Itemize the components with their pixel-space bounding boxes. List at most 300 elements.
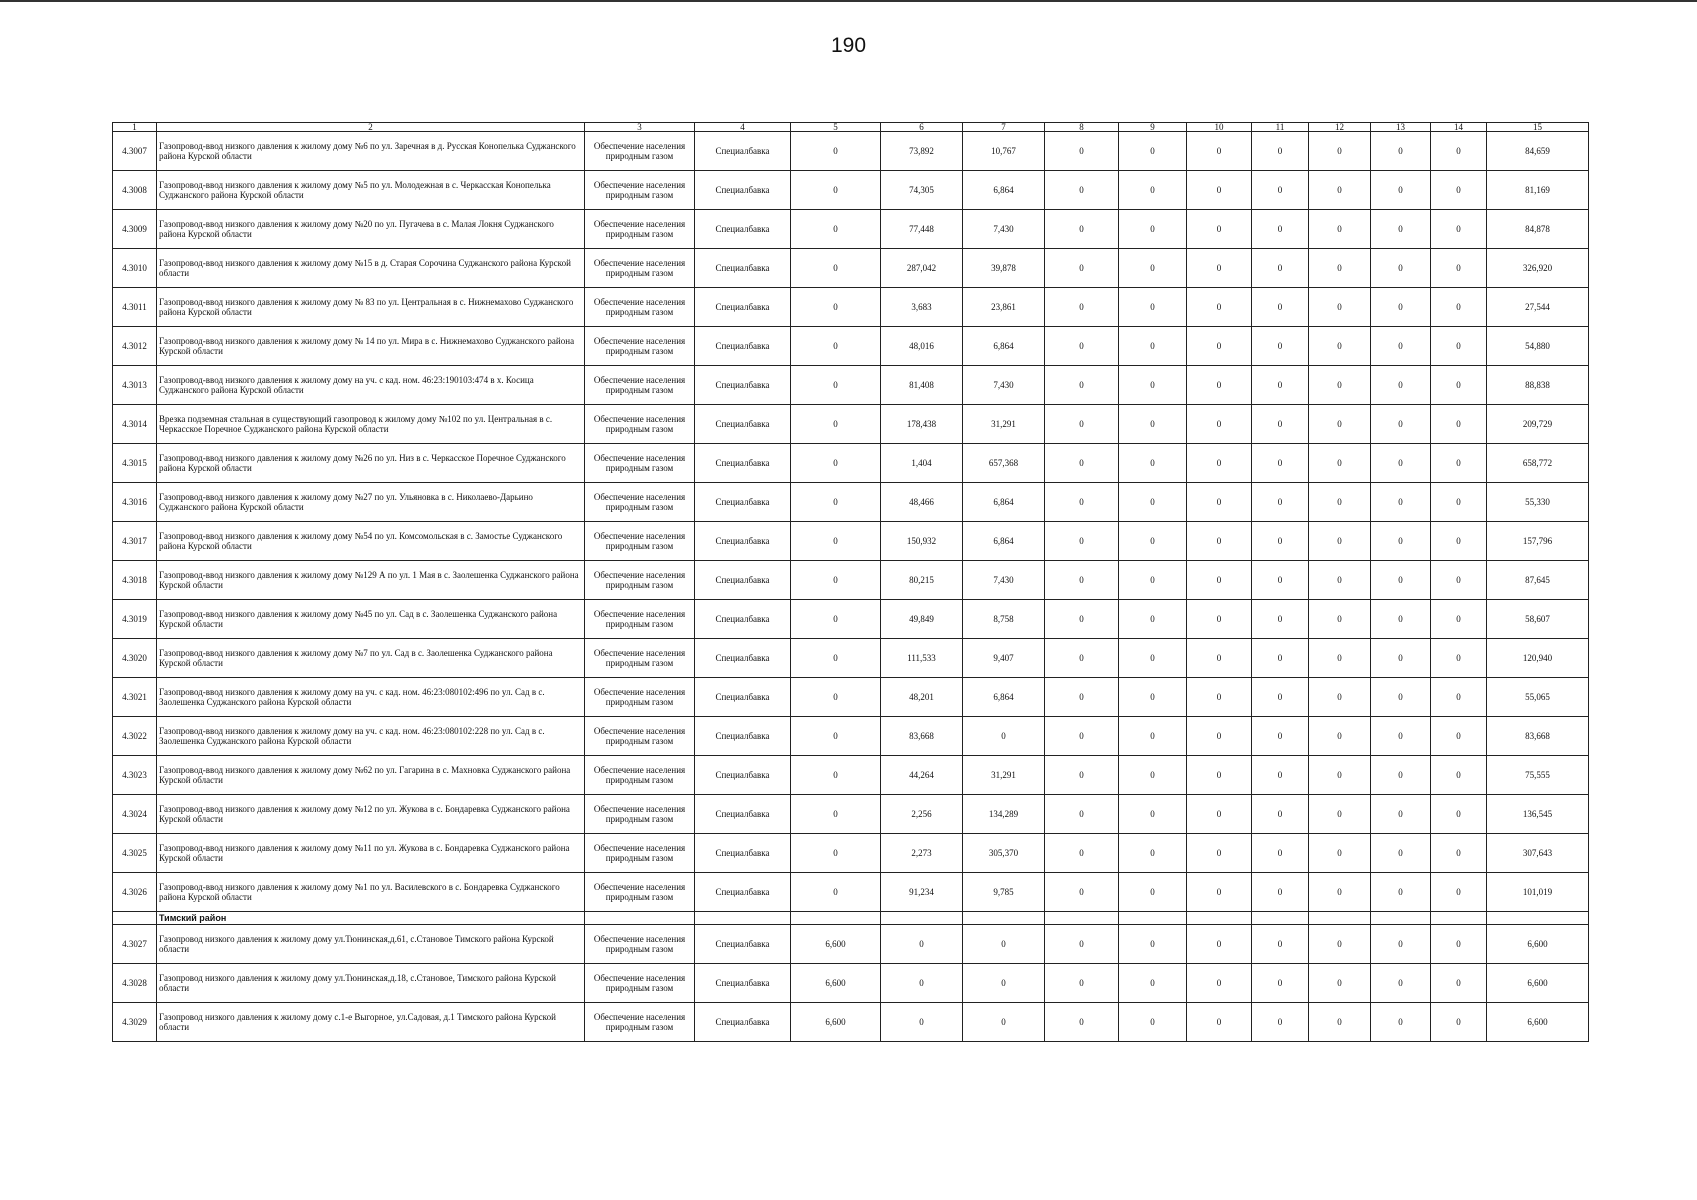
value-col-9: 0 (1119, 366, 1187, 405)
purpose: Обеспечение населения природным газом (585, 964, 695, 1003)
value-col-13: 0 (1371, 249, 1431, 288)
table-row (113, 1003, 1589, 1042)
value-col-13: 0 (1371, 210, 1431, 249)
value-col-7: 0 (963, 925, 1045, 964)
value-col-7: 39,878 (963, 249, 1045, 288)
funding-source: Специалбавка (695, 717, 791, 756)
value-col-7: 7,430 (963, 210, 1045, 249)
value-col-5: 0 (791, 561, 881, 600)
value-col-5: 0 (791, 717, 881, 756)
row-id: 4.3026 (113, 873, 157, 912)
value-col-9: 0 (1119, 873, 1187, 912)
funding-source: Специалбавка (695, 834, 791, 873)
value-col-11: 0 (1252, 873, 1309, 912)
value-col-8: 0 (1045, 483, 1119, 522)
total-value: 307,643 (1487, 834, 1589, 873)
value-col-14: 0 (1431, 964, 1487, 1003)
object-name: Врезка подземная стальная в существующий газопровод к жилому дому №102 по ул. Центральная в с. Черкасское Поречное Суджанского района Курской области (157, 405, 585, 444)
purpose: Обеспечение населения природным газом (585, 210, 695, 249)
column-number-6: 6 (881, 123, 963, 132)
value-col-5: 6,600 (791, 1003, 881, 1042)
object-name: Газопровод низкого давления к жилому дому ул.Тюнинская,д.18, с.Становое, Тимского района Курской области (157, 964, 585, 1003)
purpose: Обеспечение населения природным газом (585, 483, 695, 522)
section-filler-cell (1045, 912, 1119, 925)
table-row (113, 600, 1589, 639)
funding-source: Специалбавка (695, 288, 791, 327)
funding-source: Специалбавка (695, 210, 791, 249)
value-col-13: 0 (1371, 1003, 1431, 1042)
value-col-14: 0 (1431, 600, 1487, 639)
value-col-14: 0 (1431, 1003, 1487, 1042)
purpose: Обеспечение населения природным газом (585, 522, 695, 561)
value-col-12: 0 (1309, 171, 1371, 210)
value-col-13: 0 (1371, 873, 1431, 912)
row-id: 4.3029 (113, 1003, 157, 1042)
value-col-10: 0 (1187, 366, 1252, 405)
value-col-6: 44,264 (881, 756, 963, 795)
value-col-12: 0 (1309, 483, 1371, 522)
value-col-8: 0 (1045, 795, 1119, 834)
value-col-12: 0 (1309, 925, 1371, 964)
section-filler-cell (1252, 912, 1309, 925)
value-col-9: 0 (1119, 834, 1187, 873)
row-id: 4.3007 (113, 132, 157, 171)
total-value: 120,940 (1487, 639, 1589, 678)
table-row (113, 678, 1589, 717)
value-col-14: 0 (1431, 873, 1487, 912)
value-col-12: 0 (1309, 964, 1371, 1003)
value-col-5: 0 (791, 483, 881, 522)
total-value: 27,544 (1487, 288, 1589, 327)
row-id: 4.3018 (113, 561, 157, 600)
value-col-14: 0 (1431, 483, 1487, 522)
value-col-7: 0 (963, 1003, 1045, 1042)
value-col-9: 0 (1119, 756, 1187, 795)
value-col-9: 0 (1119, 249, 1187, 288)
value-col-11: 0 (1252, 288, 1309, 327)
object-name: Газопровод-ввод низкого давления к жилому дому №54 по ул. Комсомольская в с. Замостье Суджанского района Курской области (157, 522, 585, 561)
value-col-13: 0 (1371, 717, 1431, 756)
value-col-10: 0 (1187, 522, 1252, 561)
value-col-8: 0 (1045, 873, 1119, 912)
value-col-13: 0 (1371, 756, 1431, 795)
value-col-12: 0 (1309, 132, 1371, 171)
value-col-13: 0 (1371, 834, 1431, 873)
column-number-15: 15 (1487, 123, 1589, 132)
value-col-11: 0 (1252, 249, 1309, 288)
value-col-8: 0 (1045, 678, 1119, 717)
section-filler-cell (585, 912, 695, 925)
purpose: Обеспечение населения природным газом (585, 288, 695, 327)
scan-edge (0, 0, 1697, 2)
object-name: Газопровод-ввод низкого давления к жилому дому №12 по ул. Жукова в с. Бондаревка Суджанского района Курской области (157, 795, 585, 834)
funding-source: Специалбавка (695, 600, 791, 639)
total-value: 157,796 (1487, 522, 1589, 561)
column-number-5: 5 (791, 123, 881, 132)
purpose: Обеспечение населения природным газом (585, 925, 695, 964)
value-col-9: 0 (1119, 444, 1187, 483)
value-col-11: 0 (1252, 561, 1309, 600)
total-value: 326,920 (1487, 249, 1589, 288)
value-col-14: 0 (1431, 444, 1487, 483)
total-value: 209,729 (1487, 405, 1589, 444)
value-col-12: 0 (1309, 834, 1371, 873)
value-col-5: 0 (791, 405, 881, 444)
value-col-7: 6,864 (963, 171, 1045, 210)
value-col-9: 0 (1119, 964, 1187, 1003)
table-row (113, 795, 1589, 834)
value-col-10: 0 (1187, 171, 1252, 210)
value-col-9: 0 (1119, 483, 1187, 522)
section-filler-cell (1187, 912, 1252, 925)
table-row (113, 405, 1589, 444)
funding-source: Специалбавка (695, 756, 791, 795)
funding-source: Специалбавка (695, 327, 791, 366)
value-col-6: 81,408 (881, 366, 963, 405)
value-col-11: 0 (1252, 483, 1309, 522)
value-col-8: 0 (1045, 964, 1119, 1003)
value-col-8: 0 (1045, 444, 1119, 483)
value-col-10: 0 (1187, 210, 1252, 249)
value-col-5: 0 (791, 366, 881, 405)
value-col-12: 0 (1309, 873, 1371, 912)
value-col-7: 10,767 (963, 132, 1045, 171)
value-col-7: 0 (963, 717, 1045, 756)
funding-source: Специалбавка (695, 925, 791, 964)
value-col-8: 0 (1045, 249, 1119, 288)
table-row (113, 288, 1589, 327)
value-col-12: 0 (1309, 561, 1371, 600)
value-col-10: 0 (1187, 288, 1252, 327)
object-name: Газопровод-ввод низкого давления к жилому дому на уч. с кад. ном. 46:23:190103:474 в х. Косица Суджанского района Курской области (157, 366, 585, 405)
section-filler-cell (1309, 912, 1371, 925)
funding-source: Специалбавка (695, 561, 791, 600)
row-id: 4.3024 (113, 795, 157, 834)
purpose: Обеспечение населения природным газом (585, 1003, 695, 1042)
funding-source: Специалбавка (695, 483, 791, 522)
value-col-5: 6,600 (791, 925, 881, 964)
value-col-14: 0 (1431, 210, 1487, 249)
value-col-5: 0 (791, 522, 881, 561)
funding-source: Специалбавка (695, 405, 791, 444)
purpose: Обеспечение населения природным газом (585, 249, 695, 288)
object-name: Газопровод-ввод низкого давления к жилому дому №5 по ул. Молодежная в с. Черкасская Конопелька Суджанского района Курской области (157, 171, 585, 210)
table-row (113, 366, 1589, 405)
object-name: Газопровод-ввод низкого давления к жилому дому № 14 по ул. Мира в с. Нижнемахово Суджанского района Курской области (157, 327, 585, 366)
value-col-9: 0 (1119, 925, 1187, 964)
column-number-4: 4 (695, 123, 791, 132)
value-col-14: 0 (1431, 132, 1487, 171)
value-col-6: 74,305 (881, 171, 963, 210)
value-col-8: 0 (1045, 925, 1119, 964)
value-col-11: 0 (1252, 210, 1309, 249)
value-col-5: 0 (791, 288, 881, 327)
value-col-10: 0 (1187, 561, 1252, 600)
object-name: Газопровод-ввод низкого давления к жилому дому на уч. с кад. ном. 46:23:080102:228 по ул. Сад в с. Заолешенка Суджанского района Курской области (157, 717, 585, 756)
value-col-5: 0 (791, 834, 881, 873)
section-filler-cell (1119, 912, 1187, 925)
table-row (113, 964, 1589, 1003)
value-col-5: 0 (791, 249, 881, 288)
value-col-7: 6,864 (963, 678, 1045, 717)
value-col-10: 0 (1187, 639, 1252, 678)
column-number-13: 13 (1371, 123, 1431, 132)
value-col-7: 9,785 (963, 873, 1045, 912)
value-col-5: 0 (791, 600, 881, 639)
value-col-8: 0 (1045, 366, 1119, 405)
table-body (113, 132, 1589, 1042)
total-value: 55,065 (1487, 678, 1589, 717)
value-col-14: 0 (1431, 366, 1487, 405)
value-col-11: 0 (1252, 444, 1309, 483)
value-col-10: 0 (1187, 444, 1252, 483)
row-id: 4.3017 (113, 522, 157, 561)
row-id: 4.3011 (113, 288, 157, 327)
value-col-11: 0 (1252, 171, 1309, 210)
value-col-11: 0 (1252, 678, 1309, 717)
value-col-9: 0 (1119, 171, 1187, 210)
value-col-11: 0 (1252, 522, 1309, 561)
row-id: 4.3014 (113, 405, 157, 444)
value-col-13: 0 (1371, 444, 1431, 483)
row-id: 4.3020 (113, 639, 157, 678)
column-number-8: 8 (1045, 123, 1119, 132)
value-col-10: 0 (1187, 834, 1252, 873)
value-col-6: 2,256 (881, 795, 963, 834)
section-filler-cell (791, 912, 881, 925)
value-col-12: 0 (1309, 288, 1371, 327)
section-filler-cell (1487, 912, 1589, 925)
total-value: 81,169 (1487, 171, 1589, 210)
value-col-5: 0 (791, 210, 881, 249)
value-col-11: 0 (1252, 756, 1309, 795)
value-col-9: 0 (1119, 561, 1187, 600)
value-col-8: 0 (1045, 132, 1119, 171)
value-col-8: 0 (1045, 561, 1119, 600)
row-id: 4.3021 (113, 678, 157, 717)
value-col-9: 0 (1119, 717, 1187, 756)
value-col-5: 0 (791, 678, 881, 717)
value-col-10: 0 (1187, 483, 1252, 522)
value-col-12: 0 (1309, 795, 1371, 834)
value-col-8: 0 (1045, 327, 1119, 366)
value-col-5: 0 (791, 639, 881, 678)
purpose: Обеспечение населения природным газом (585, 366, 695, 405)
value-col-13: 0 (1371, 405, 1431, 444)
value-col-14: 0 (1431, 717, 1487, 756)
value-col-13: 0 (1371, 678, 1431, 717)
object-name: Газопровод-ввод низкого давления к жилому дому №15 в д. Старая Сорочина Суджанского района Курской области (157, 249, 585, 288)
value-col-14: 0 (1431, 756, 1487, 795)
row-id: 4.3025 (113, 834, 157, 873)
object-name: Газопровод-ввод низкого давления к жилому дому №11 по ул. Жукова в с. Бондаревка Суджанского района Курской области (157, 834, 585, 873)
value-col-6: 3,683 (881, 288, 963, 327)
funding-source: Специалбавка (695, 444, 791, 483)
funding-source: Специалбавка (695, 639, 791, 678)
column-number-1: 1 (113, 123, 157, 132)
column-number-11: 11 (1252, 123, 1309, 132)
value-col-7: 8,758 (963, 600, 1045, 639)
total-value: 58,607 (1487, 600, 1589, 639)
value-col-14: 0 (1431, 249, 1487, 288)
value-col-7: 134,289 (963, 795, 1045, 834)
purpose: Обеспечение населения природным газом (585, 444, 695, 483)
object-name: Газопровод-ввод низкого давления к жилому дому №26 по ул. Низ в с. Черкасское Поречное Суджанского района Курской области (157, 444, 585, 483)
value-col-13: 0 (1371, 483, 1431, 522)
total-value: 54,880 (1487, 327, 1589, 366)
funding-source: Специалбавка (695, 132, 791, 171)
total-value: 136,545 (1487, 795, 1589, 834)
value-col-7: 7,430 (963, 366, 1045, 405)
value-col-10: 0 (1187, 873, 1252, 912)
column-number-2: 2 (157, 123, 585, 132)
value-col-9: 0 (1119, 678, 1187, 717)
purpose: Обеспечение населения природным газом (585, 171, 695, 210)
value-col-8: 0 (1045, 756, 1119, 795)
funding-source: Специалбавка (695, 678, 791, 717)
value-col-11: 0 (1252, 327, 1309, 366)
total-value: 101,019 (1487, 873, 1589, 912)
value-col-7: 6,864 (963, 483, 1045, 522)
value-col-10: 0 (1187, 925, 1252, 964)
value-col-14: 0 (1431, 639, 1487, 678)
value-col-13: 0 (1371, 522, 1431, 561)
object-name: Газопровод-ввод низкого давления к жилому дому №27 по ул. Ульяновка в с. Николаево-Дарьино Суджанского района Курской области (157, 483, 585, 522)
value-col-6: 48,201 (881, 678, 963, 717)
value-col-8: 0 (1045, 717, 1119, 756)
value-col-12: 0 (1309, 210, 1371, 249)
section-header-row (113, 912, 1589, 925)
value-col-6: 287,042 (881, 249, 963, 288)
value-col-12: 0 (1309, 600, 1371, 639)
value-col-11: 0 (1252, 834, 1309, 873)
purpose: Обеспечение населения природным газом (585, 678, 695, 717)
object-name: Газопровод-ввод низкого давления к жилому дому №62 по ул. Гагарина в с. Махновка Суджанского района Курской области (157, 756, 585, 795)
object-name: Газопровод-ввод низкого давления к жилому дому №7 по ул. Сад в с. Заолешенка Суджанского района Курской области (157, 639, 585, 678)
value-col-6: 83,668 (881, 717, 963, 756)
purpose: Обеспечение населения природным газом (585, 717, 695, 756)
program-table-wrapper (112, 122, 1588, 1042)
value-col-12: 0 (1309, 1003, 1371, 1042)
section-empty-cell (113, 912, 157, 925)
table-row (113, 834, 1589, 873)
column-number-row (113, 123, 1589, 132)
value-col-5: 0 (791, 873, 881, 912)
total-value: 87,645 (1487, 561, 1589, 600)
table-row (113, 249, 1589, 288)
funding-source: Специалбавка (695, 249, 791, 288)
total-value: 83,668 (1487, 717, 1589, 756)
value-col-11: 0 (1252, 717, 1309, 756)
value-col-9: 0 (1119, 327, 1187, 366)
table-row (113, 925, 1589, 964)
funding-source: Специалбавка (695, 1003, 791, 1042)
total-value: 55,330 (1487, 483, 1589, 522)
total-value: 6,600 (1487, 964, 1589, 1003)
value-col-10: 0 (1187, 405, 1252, 444)
table-row (113, 639, 1589, 678)
table-row (113, 522, 1589, 561)
value-col-13: 0 (1371, 366, 1431, 405)
value-col-11: 0 (1252, 1003, 1309, 1042)
value-col-7: 657,368 (963, 444, 1045, 483)
value-col-14: 0 (1431, 288, 1487, 327)
value-col-5: 0 (791, 327, 881, 366)
value-col-7: 9,407 (963, 639, 1045, 678)
purpose: Обеспечение населения природным газом (585, 132, 695, 171)
row-id: 4.3016 (113, 483, 157, 522)
value-col-5: 0 (791, 756, 881, 795)
value-col-10: 0 (1187, 678, 1252, 717)
purpose: Обеспечение населения природным газом (585, 834, 695, 873)
total-value: 88,838 (1487, 366, 1589, 405)
value-col-7: 7,430 (963, 561, 1045, 600)
value-col-13: 0 (1371, 925, 1431, 964)
value-col-9: 0 (1119, 210, 1187, 249)
value-col-10: 0 (1187, 132, 1252, 171)
section-filler-cell (881, 912, 963, 925)
table-row (113, 444, 1589, 483)
value-col-5: 0 (791, 171, 881, 210)
purpose: Обеспечение населения природным газом (585, 639, 695, 678)
object-name: Газопровод низкого давления к жилому дому с.1-е Выгорное, ул.Садовая, д.1 Тимского района Курской области (157, 1003, 585, 1042)
row-id: 4.3013 (113, 366, 157, 405)
value-col-11: 0 (1252, 366, 1309, 405)
value-col-6: 150,932 (881, 522, 963, 561)
value-col-9: 0 (1119, 132, 1187, 171)
purpose: Обеспечение населения природным газом (585, 600, 695, 639)
table-row (113, 132, 1589, 171)
table-row (113, 561, 1589, 600)
value-col-9: 0 (1119, 795, 1187, 834)
value-col-8: 0 (1045, 522, 1119, 561)
funding-source: Специалбавка (695, 964, 791, 1003)
column-number-10: 10 (1187, 123, 1252, 132)
object-name: Газопровод низкого давления к жилому дому ул.Тюнинская,д.61, с.Становое Тимского района Курской области (157, 925, 585, 964)
funding-source: Специалбавка (695, 366, 791, 405)
value-col-13: 0 (1371, 327, 1431, 366)
value-col-8: 0 (1045, 1003, 1119, 1042)
value-col-12: 0 (1309, 405, 1371, 444)
value-col-8: 0 (1045, 288, 1119, 327)
value-col-9: 0 (1119, 522, 1187, 561)
funding-source: Специалбавка (695, 873, 791, 912)
row-id: 4.3023 (113, 756, 157, 795)
value-col-9: 0 (1119, 1003, 1187, 1042)
section-filler-cell (695, 912, 791, 925)
total-value: 75,555 (1487, 756, 1589, 795)
purpose: Обеспечение населения природным газом (585, 873, 695, 912)
purpose: Обеспечение населения природным газом (585, 795, 695, 834)
value-col-6: 91,234 (881, 873, 963, 912)
value-col-6: 111,533 (881, 639, 963, 678)
column-number-9: 9 (1119, 123, 1187, 132)
value-col-6: 1,404 (881, 444, 963, 483)
column-number-7: 7 (963, 123, 1045, 132)
table-row (113, 171, 1589, 210)
value-col-11: 0 (1252, 639, 1309, 678)
value-col-8: 0 (1045, 639, 1119, 678)
value-col-8: 0 (1045, 210, 1119, 249)
value-col-13: 0 (1371, 600, 1431, 639)
object-name: Газопровод-ввод низкого давления к жилому дому №20 по ул. Пугачева в с. Малая Локня Суджанского района Курской области (157, 210, 585, 249)
value-col-14: 0 (1431, 795, 1487, 834)
table-row (113, 327, 1589, 366)
row-id: 4.3008 (113, 171, 157, 210)
purpose: Обеспечение населения природным газом (585, 561, 695, 600)
funding-source: Специалбавка (695, 795, 791, 834)
value-col-7: 23,861 (963, 288, 1045, 327)
